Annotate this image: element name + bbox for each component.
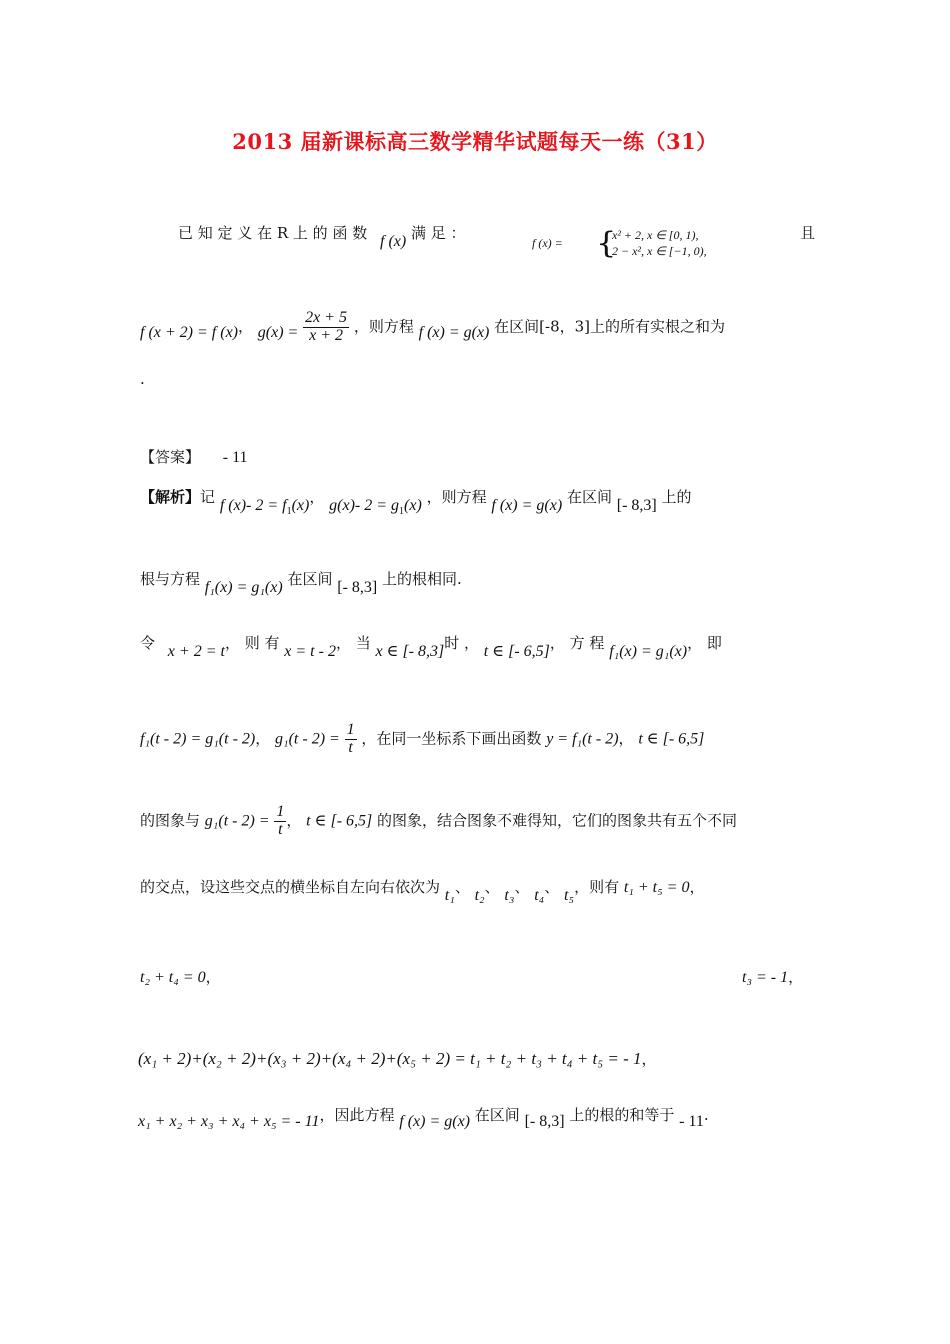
analysis-line-7b bbox=[742, 970, 803, 986]
analysis-text: ，因此方程 bbox=[319, 1106, 395, 1124]
analysis-text: 令 bbox=[140, 634, 156, 652]
separator: ， bbox=[641, 1050, 657, 1068]
analysis-text: ，在同一坐标系下画出函数 bbox=[361, 729, 542, 748]
math-substitution: x + 2 = t bbox=[167, 643, 225, 660]
piece-row-1: x² + 2, x ∈ [0, 1), bbox=[612, 228, 699, 242]
math-t3: t₃ bbox=[504, 887, 515, 904]
page-title: 2013 届新课标高三数学精华试题每天一练（31） bbox=[232, 129, 718, 154]
analysis-line-9 bbox=[138, 1106, 709, 1130]
separator: ， bbox=[255, 729, 271, 748]
analysis-label: 【解析】 bbox=[140, 488, 201, 506]
math-x-sum: x₁ + x₂ + x₃ + x₄ + x₅ = - 11 bbox=[138, 1113, 320, 1130]
analysis-text: 的图象，结合图象不难得知，它们的图象共有五个不同 bbox=[377, 811, 738, 830]
math-t1: t₁ bbox=[444, 887, 455, 904]
answer-value: - 11 bbox=[222, 449, 248, 466]
math-interval: [- 8,3] bbox=[524, 1113, 565, 1130]
analysis-text: 上的 bbox=[661, 488, 692, 506]
fraction-denominator: t bbox=[348, 738, 353, 756]
math-equation: f (x) = g(x) bbox=[399, 1113, 471, 1130]
answer-line bbox=[140, 450, 248, 466]
analysis-text: ， 方 程 bbox=[549, 634, 605, 652]
math-sum-expansion: (x₁ + 2)+(x₂ + 2)+(x₃ + 2)+(x₄ + 2)+(x₅ + 2) = t₁ + t₂ + t₃ + t₄ + t₅ = - 1 bbox=[138, 1049, 642, 1068]
fraction bbox=[303, 310, 349, 345]
math-fx: f (x) bbox=[380, 233, 407, 250]
piecewise-definition bbox=[532, 226, 792, 260]
analysis-text: 上的根相同. bbox=[382, 570, 462, 588]
math-x: x = t - 2 bbox=[284, 643, 336, 660]
math-t-range: t ∈ [- 6,5] bbox=[638, 730, 705, 748]
math-t3-value: t₃ = - 1 bbox=[742, 969, 789, 986]
separator: ， bbox=[689, 878, 705, 896]
analysis-text: ， 当 bbox=[335, 634, 371, 652]
separator: ， bbox=[309, 488, 325, 506]
problem-line-2 bbox=[140, 310, 725, 345]
math-g1: g₁(t - 2) = bbox=[204, 812, 270, 830]
analysis-text: 在区间 bbox=[566, 488, 612, 506]
math-t5: t₅ bbox=[564, 887, 575, 904]
analysis-line-7 bbox=[140, 970, 221, 986]
math-t-range: t ∈ [- 6,5] bbox=[483, 643, 550, 660]
math-equation: f (x) = g(x) bbox=[418, 324, 490, 342]
fraction bbox=[345, 722, 357, 757]
analysis-line-6: 的交点，设这些交点的横坐标自左向右依次为 t₁、 t₂、 t₃、 t₄、 t₅，则有 t₁ + t₅ = 0， bbox=[140, 878, 705, 904]
separator: ， bbox=[238, 317, 254, 336]
answer-label: 【答案】 bbox=[140, 448, 201, 466]
analysis-text: ， 则 有 bbox=[224, 634, 280, 652]
problem-text: 已 知 定 义 在 R 上 的 函 数 bbox=[178, 224, 368, 242]
problem-text: . bbox=[140, 370, 145, 388]
math-equation: f₁(t - 2) = g₁(t - 2) bbox=[140, 730, 256, 748]
math-g1-def: g(x)- $2 = g_1(x)$ bbox=[329, 497, 422, 517]
problem-text: 在区间[-8，3]上的所有实根之和为 bbox=[494, 317, 726, 336]
analysis-line-2 bbox=[140, 570, 462, 596]
problem-text: ，则方程 bbox=[353, 317, 414, 336]
problem-text: 满 足 ： bbox=[410, 224, 466, 242]
fraction-denominator: x + 2 bbox=[309, 326, 344, 344]
fraction-numerator: 1 bbox=[276, 803, 285, 820]
analysis-line-3 bbox=[140, 634, 722, 660]
separator: . bbox=[703, 1106, 709, 1124]
analysis-line-4 bbox=[140, 722, 704, 757]
math-g: g(x) = bbox=[257, 324, 299, 342]
math-interval: [- 8,3] bbox=[616, 497, 657, 514]
math-interval: [- 8,3] bbox=[337, 579, 378, 596]
math-f1-def: f (x)- $2 = f_1(x)$ bbox=[219, 497, 310, 517]
math-x-range: x ∈ [- 8,3] bbox=[375, 643, 445, 660]
fraction-numerator: 1 bbox=[346, 721, 355, 738]
brace-icon: { bbox=[596, 225, 617, 261]
fraction-denominator: t bbox=[278, 820, 283, 838]
math-equation: f₁(x) = g₁(x) bbox=[609, 643, 688, 660]
piece-row-2: 2 − x², x ∈ [−1, 0), bbox=[612, 244, 707, 258]
math-function: y = f₁(t - 2) bbox=[546, 730, 619, 748]
math-t-range: t ∈ [- 6,5] bbox=[306, 812, 373, 830]
analysis-text: 根与方程 bbox=[140, 570, 201, 588]
analysis-line-1 bbox=[140, 488, 692, 517]
separator: ， bbox=[286, 811, 302, 830]
math-equation: f (x) = g(x) bbox=[491, 497, 563, 514]
problem-line-1 bbox=[178, 224, 466, 250]
piece-lhs: f (x) = bbox=[532, 236, 563, 250]
separator: ， bbox=[205, 968, 221, 986]
analysis-line-5 bbox=[140, 804, 737, 839]
fraction bbox=[274, 804, 286, 839]
analysis-text: 时 ， bbox=[444, 634, 480, 652]
analysis-text: 的交点，设这些交点的横坐标自左向右依次为 bbox=[140, 878, 441, 896]
problem-text: 且 bbox=[800, 224, 816, 242]
analysis-text: 记 bbox=[200, 488, 216, 506]
analysis-text: ，则有 bbox=[574, 878, 620, 896]
math-periodic: f (x + 2) = f (x) bbox=[140, 324, 238, 342]
analysis-text: ，则方程 bbox=[426, 488, 487, 506]
math-final-answer: - 11 bbox=[679, 1113, 704, 1130]
math-sum-2-4: t₂ + t₄ = 0 bbox=[140, 969, 206, 986]
analysis-text: 在区间 bbox=[287, 570, 333, 588]
analysis-text: 上的根的和等于 bbox=[569, 1106, 675, 1124]
separator: ， bbox=[788, 968, 804, 986]
analysis-text: ， 即 bbox=[687, 634, 722, 652]
math-equation: f₁(x) = g₁(x) bbox=[204, 579, 283, 596]
analysis-text: 的图象与 bbox=[140, 811, 201, 830]
analysis-line-8 bbox=[138, 1050, 657, 1067]
fraction-numerator: 2x + 5 bbox=[305, 309, 348, 326]
separator: ， bbox=[618, 729, 634, 748]
math-sum-1-5: t₁ + t₅ = 0 bbox=[623, 879, 690, 896]
analysis-text: 在区间 bbox=[474, 1106, 520, 1124]
math-t4: t₄ bbox=[534, 887, 545, 904]
math-g1: g₁(t - 2) = bbox=[275, 730, 340, 748]
math-t2: t₂ bbox=[474, 887, 485, 904]
